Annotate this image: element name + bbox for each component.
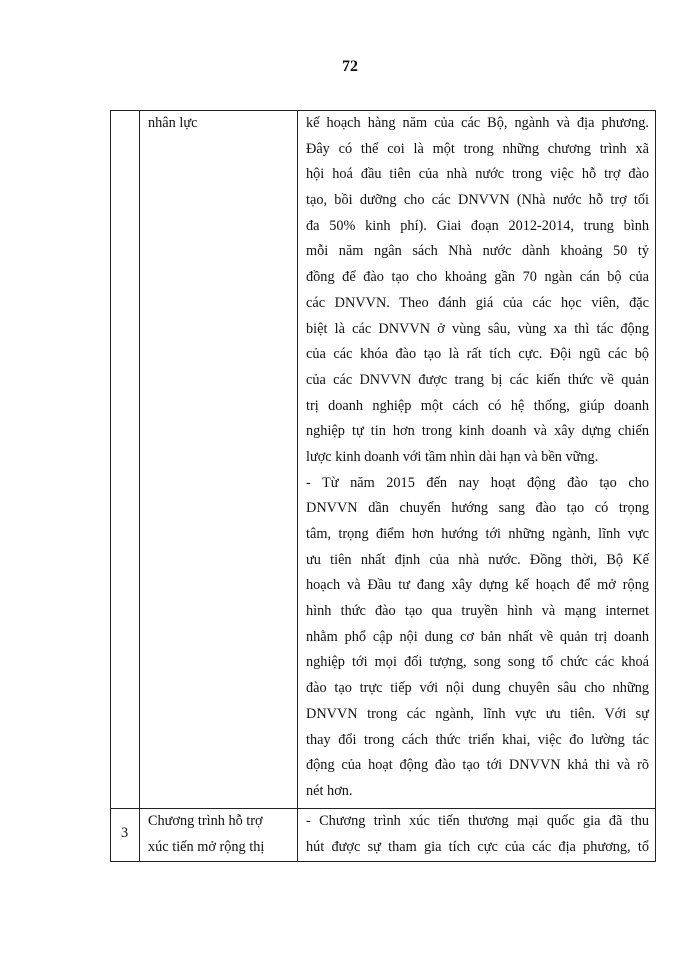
- program-name-line: xúc tiến mở rộng thị: [148, 838, 265, 855]
- program-content-cell: [298, 809, 656, 862]
- content-line: - Chương trình xúc tiến thương mại quốc gia đã thu: [306, 813, 649, 829]
- content-line: của các DNVVN được trang bị các kiến thức về quản: [306, 371, 649, 388]
- content-line: mỗi năm ngân sách Nhà nước dành khoảng 50 tỷ: [306, 243, 649, 260]
- content-line: hoạch và Đầu tư đang xây dựng kế hoạch để mở rộng: [306, 577, 649, 594]
- content-line: của các khóa đào tạo là rất tích cực. Đội ngũ các bộ: [306, 346, 649, 363]
- content-line: nghiệp tới mọi đối tượng, song song tổ chức các khoá: [306, 654, 649, 671]
- program-name-line: nhân lực: [148, 115, 198, 131]
- content-line: đồng để đào tạo cho khoảng gần 70 ngàn cán bộ của: [306, 269, 649, 286]
- content-line: các DNVVN. Theo đánh giá của các học viên, đặc: [306, 294, 649, 311]
- content-line: nét hơn.: [306, 782, 353, 799]
- program-table: [110, 110, 656, 862]
- content-line: kế hoạch hàng năm của các Bộ, ngành và địa phương.: [306, 115, 649, 131]
- row-number-cell: [111, 809, 140, 862]
- table-row: [111, 809, 656, 862]
- content-line: thay đổi trong cách thức triển khai, việc đo lường tác: [306, 731, 649, 748]
- content-line: hình thức đào tạo qua truyền hình và mạng internet: [306, 603, 649, 620]
- row-number-cell: [111, 111, 140, 809]
- content-line: hội hoá đầu tiên của nhà nước trong việc hỗ trợ đào: [306, 166, 649, 183]
- content-line: Đây có thể coi là một trong những chương trình xã: [306, 140, 649, 157]
- content-line: ưu tiên nhất định của nhà nước. Đồng thời, Bộ Kế: [306, 551, 649, 568]
- program-content-cell: [298, 111, 656, 809]
- page-number: 72: [342, 58, 358, 75]
- program-name-cell: [140, 809, 298, 862]
- content-line: - Từ năm 2015 đến nay hoạt động đào tạo cho: [306, 474, 649, 491]
- content-line: biệt là các DNVVN ở vùng sâu, vùng xa thì tác động: [306, 320, 649, 337]
- program-name-cell: [140, 111, 298, 809]
- content-line: nghiệp tự tin hơn trong kinh doanh và xây dựng chiến: [306, 423, 649, 440]
- table-row: [111, 111, 656, 809]
- content-line: lược kinh doanh với tầm nhìn dài hạn và bền vững.: [306, 448, 599, 465]
- content-line: DNVVN dần chuyển hướng sang đào tạo có trọng: [306, 500, 649, 517]
- content-line: tạo, bồi dưỡng cho các DNVVN (Nhà nước hỗ trợ tối: [306, 192, 649, 209]
- content-line: hút được sự tham gia tích cực của các địa phương, tổ: [306, 838, 649, 855]
- row-number: 3: [121, 825, 129, 841]
- content-line: đào tạo trực tiếp với nội dung chuyên sâu cho những: [306, 680, 649, 697]
- program-name-line: Chương trình hỗ trợ: [148, 813, 263, 829]
- content-line: nhằm phổ cập nội dung cơ bản nhất về quản trị doanh: [306, 628, 649, 645]
- content-line: DNVVN trong các ngành, lĩnh vực ưu tiên. Với sự: [306, 705, 649, 722]
- content-line: trị doanh nghiệp một cách có hệ thống, giúp doanh: [306, 397, 649, 414]
- content-line: tâm, trọng điểm hơn hướng tới những ngành, lĩnh vực: [306, 526, 649, 542]
- content-line: động của hoạt động đào tạo tới DNVVN khả thi và rõ: [306, 757, 649, 774]
- content-line: đa 50% kinh phí). Giai đoạn 2012-2014, trung bình: [306, 217, 649, 234]
